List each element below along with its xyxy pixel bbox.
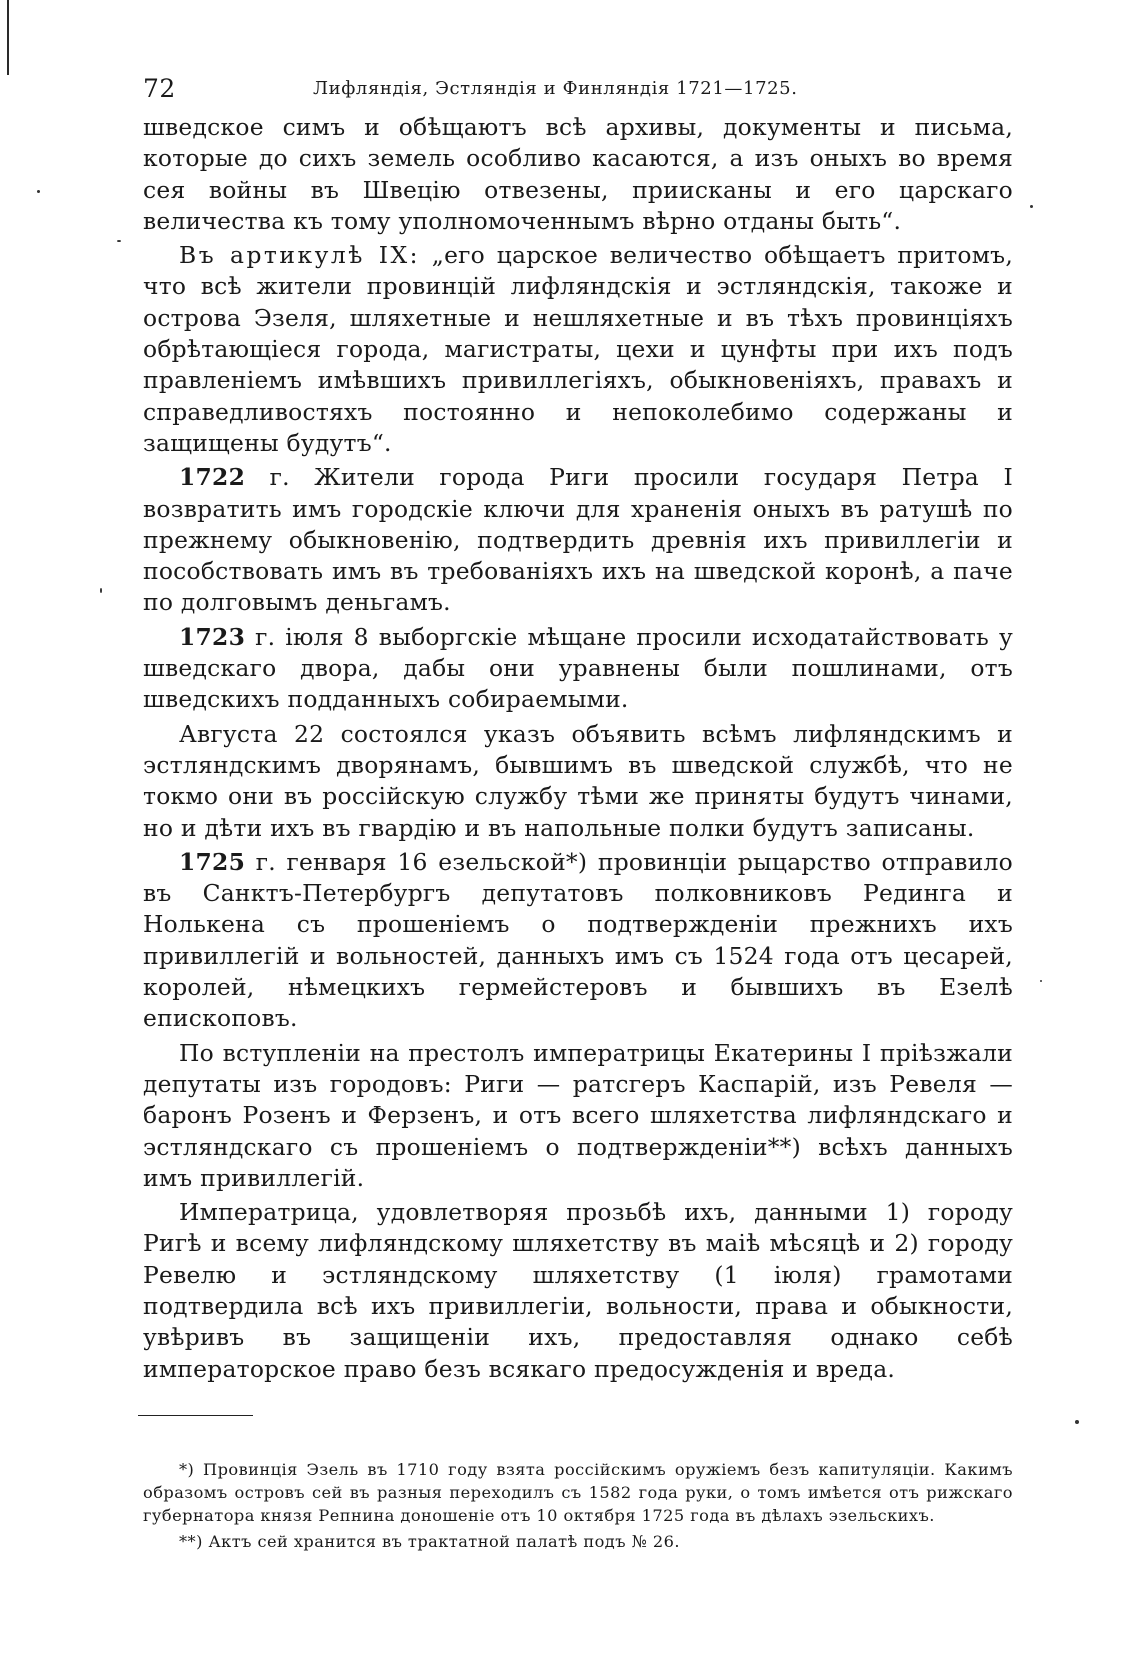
- paragraph: [143, 462, 1013, 618]
- speck: [100, 588, 102, 593]
- paragraph: По вступленіи на престолъ императрицы Екатерины I пріѣзжали депутаты изъ городовъ: Риги — ратсгеръ Каспарій, изъ Ревеля — баронъ Розенъ и Ферзенъ, и отъ всего шляхетства лифляндскаго и эстляндскаго съ прошеніемъ о подтвержденіи**) всѣхъ данныхъ имъ привиллегій.: [143, 1038, 1013, 1192]
- speck: [117, 240, 121, 242]
- article-reference: Въ артикулѣ IX:: [179, 241, 421, 270]
- paragraph-text: „его царское величество обѣщаетъ притомъ, что всѣ жители провинцій лифляндскія и эстляндскія, такоже и острова Эзеля, шляхетные и нешляхетные и въ тѣхъ провинціяхъ обрѣтающіеся города, магистраты, цехи и цунфты при ихъ подъ правленіемъ имѣвшихъ привиллегіяхъ, обыкновеніяхъ, правахъ и справедливостяхъ постоянно и непоколебимо содержаны и защищены будутъ“.: [143, 241, 1014, 457]
- year-label: 1723: [179, 622, 246, 651]
- speck: [1030, 205, 1033, 208]
- page: [143, 74, 1013, 1553]
- paragraph: [143, 847, 1013, 1035]
- page-header: [143, 74, 1013, 110]
- running-title: Лифляндія, Эстляндія и Финляндія 1721—1725.: [313, 78, 798, 99]
- paragraph-text: г. генваря 16 езельской*) провинціи рыцарство отправило въ Санктъ-Петербургъ депутатовъ полковниковъ Рединга и Нолькена съ прошеніемъ о подтвержденіи прежнихъ ихъ привиллегій и вольностей, данныхъ имъ съ 1524 года отъ цесарей, королей, нѣмецкихъ гермейстеровъ и бывшихъ въ Езелѣ епископовъ.: [143, 847, 1013, 1033]
- scan-edge-line: [7, 0, 9, 75]
- speck: [1075, 1420, 1079, 1424]
- footnote: *) Провинція Эзель въ 1710 году взята россійскимъ оружіемъ безъ капитуляціи. Какимъ образомъ островъ сей въ разныя переходилъ съ 1582 года руки, о томъ имѣется отъ рижскаго губернатора князя Репнина доношеніе отъ 10 октября 1725 года въ дѣлахъ эзельскихъ.: [143, 1459, 1013, 1526]
- paragraph: шведское симъ и обѣщаютъ всѣ архивы, документы и письма, которые до сихъ земель особливо касаются, а изъ оныхъ во время сея войны въ Швецію отвезены, приисканы и его царскаго величества къ тому уполномоченнымъ вѣрно отданы быть“.: [143, 113, 1013, 235]
- paragraph: Августа 22 состоялся указъ объявить всѣмъ лифляндскимъ и эстляндскимъ дворянамъ, бывшимъ въ шведской службѣ, что не токмо они въ россійскую службу тѣми же приняты будутъ чинами, но и дѣти ихъ въ гвардію и въ напольные полки будутъ записаны.: [143, 719, 1013, 842]
- speck: [37, 190, 40, 193]
- footnotes: [143, 1458, 1013, 1553]
- footnote-divider: [138, 1415, 253, 1416]
- page-number: 72: [143, 74, 176, 103]
- year-label: 1725: [179, 847, 246, 876]
- body-text: [143, 112, 1013, 1385]
- paragraph-text: г. іюля 8 выборгскіе мѣщане просили исходатайствовать у шведскаго двора, дабы они уравнены были пошлинами, отъ шведскихъ подданныхъ собираемыми.: [143, 622, 1013, 714]
- speck: [1040, 980, 1042, 982]
- paragraph: Императрица, удовлетворяя прозьбѣ ихъ, данными 1) городу Ригѣ и всему лифляндскому шляхетству въ маіѣ мѣсяцѣ и 2) городу Ревелю и эстляндскому шляхетству (1 іюля) грамотами подтвердила всѣ ихъ привиллегіи, вольности, права и обыкности, увѣривъ въ защищеніи ихъ, предоставляя однако себѣ императорское право безъ всякаго предосужденія и вреда.: [143, 1198, 1013, 1383]
- footnote: **) Актъ сей хранится въ трактатной палатѣ подъ № 26.: [179, 1531, 681, 1551]
- paragraph: [143, 622, 1013, 716]
- year-label: 1722: [179, 463, 246, 492]
- paragraph: [143, 240, 1013, 459]
- paragraph-text: г. Жители города Риги просили государя Петра I возвратить имъ городскіе ключи для храненія оныхъ въ ратушѣ по прежнему обыкновенію, подтвердить древнія ихъ привиллегіи и пособствовать имъ въ требованіяхъ ихъ на шведской коронѣ, а паче по долговымъ деньгамъ.: [143, 463, 1013, 617]
